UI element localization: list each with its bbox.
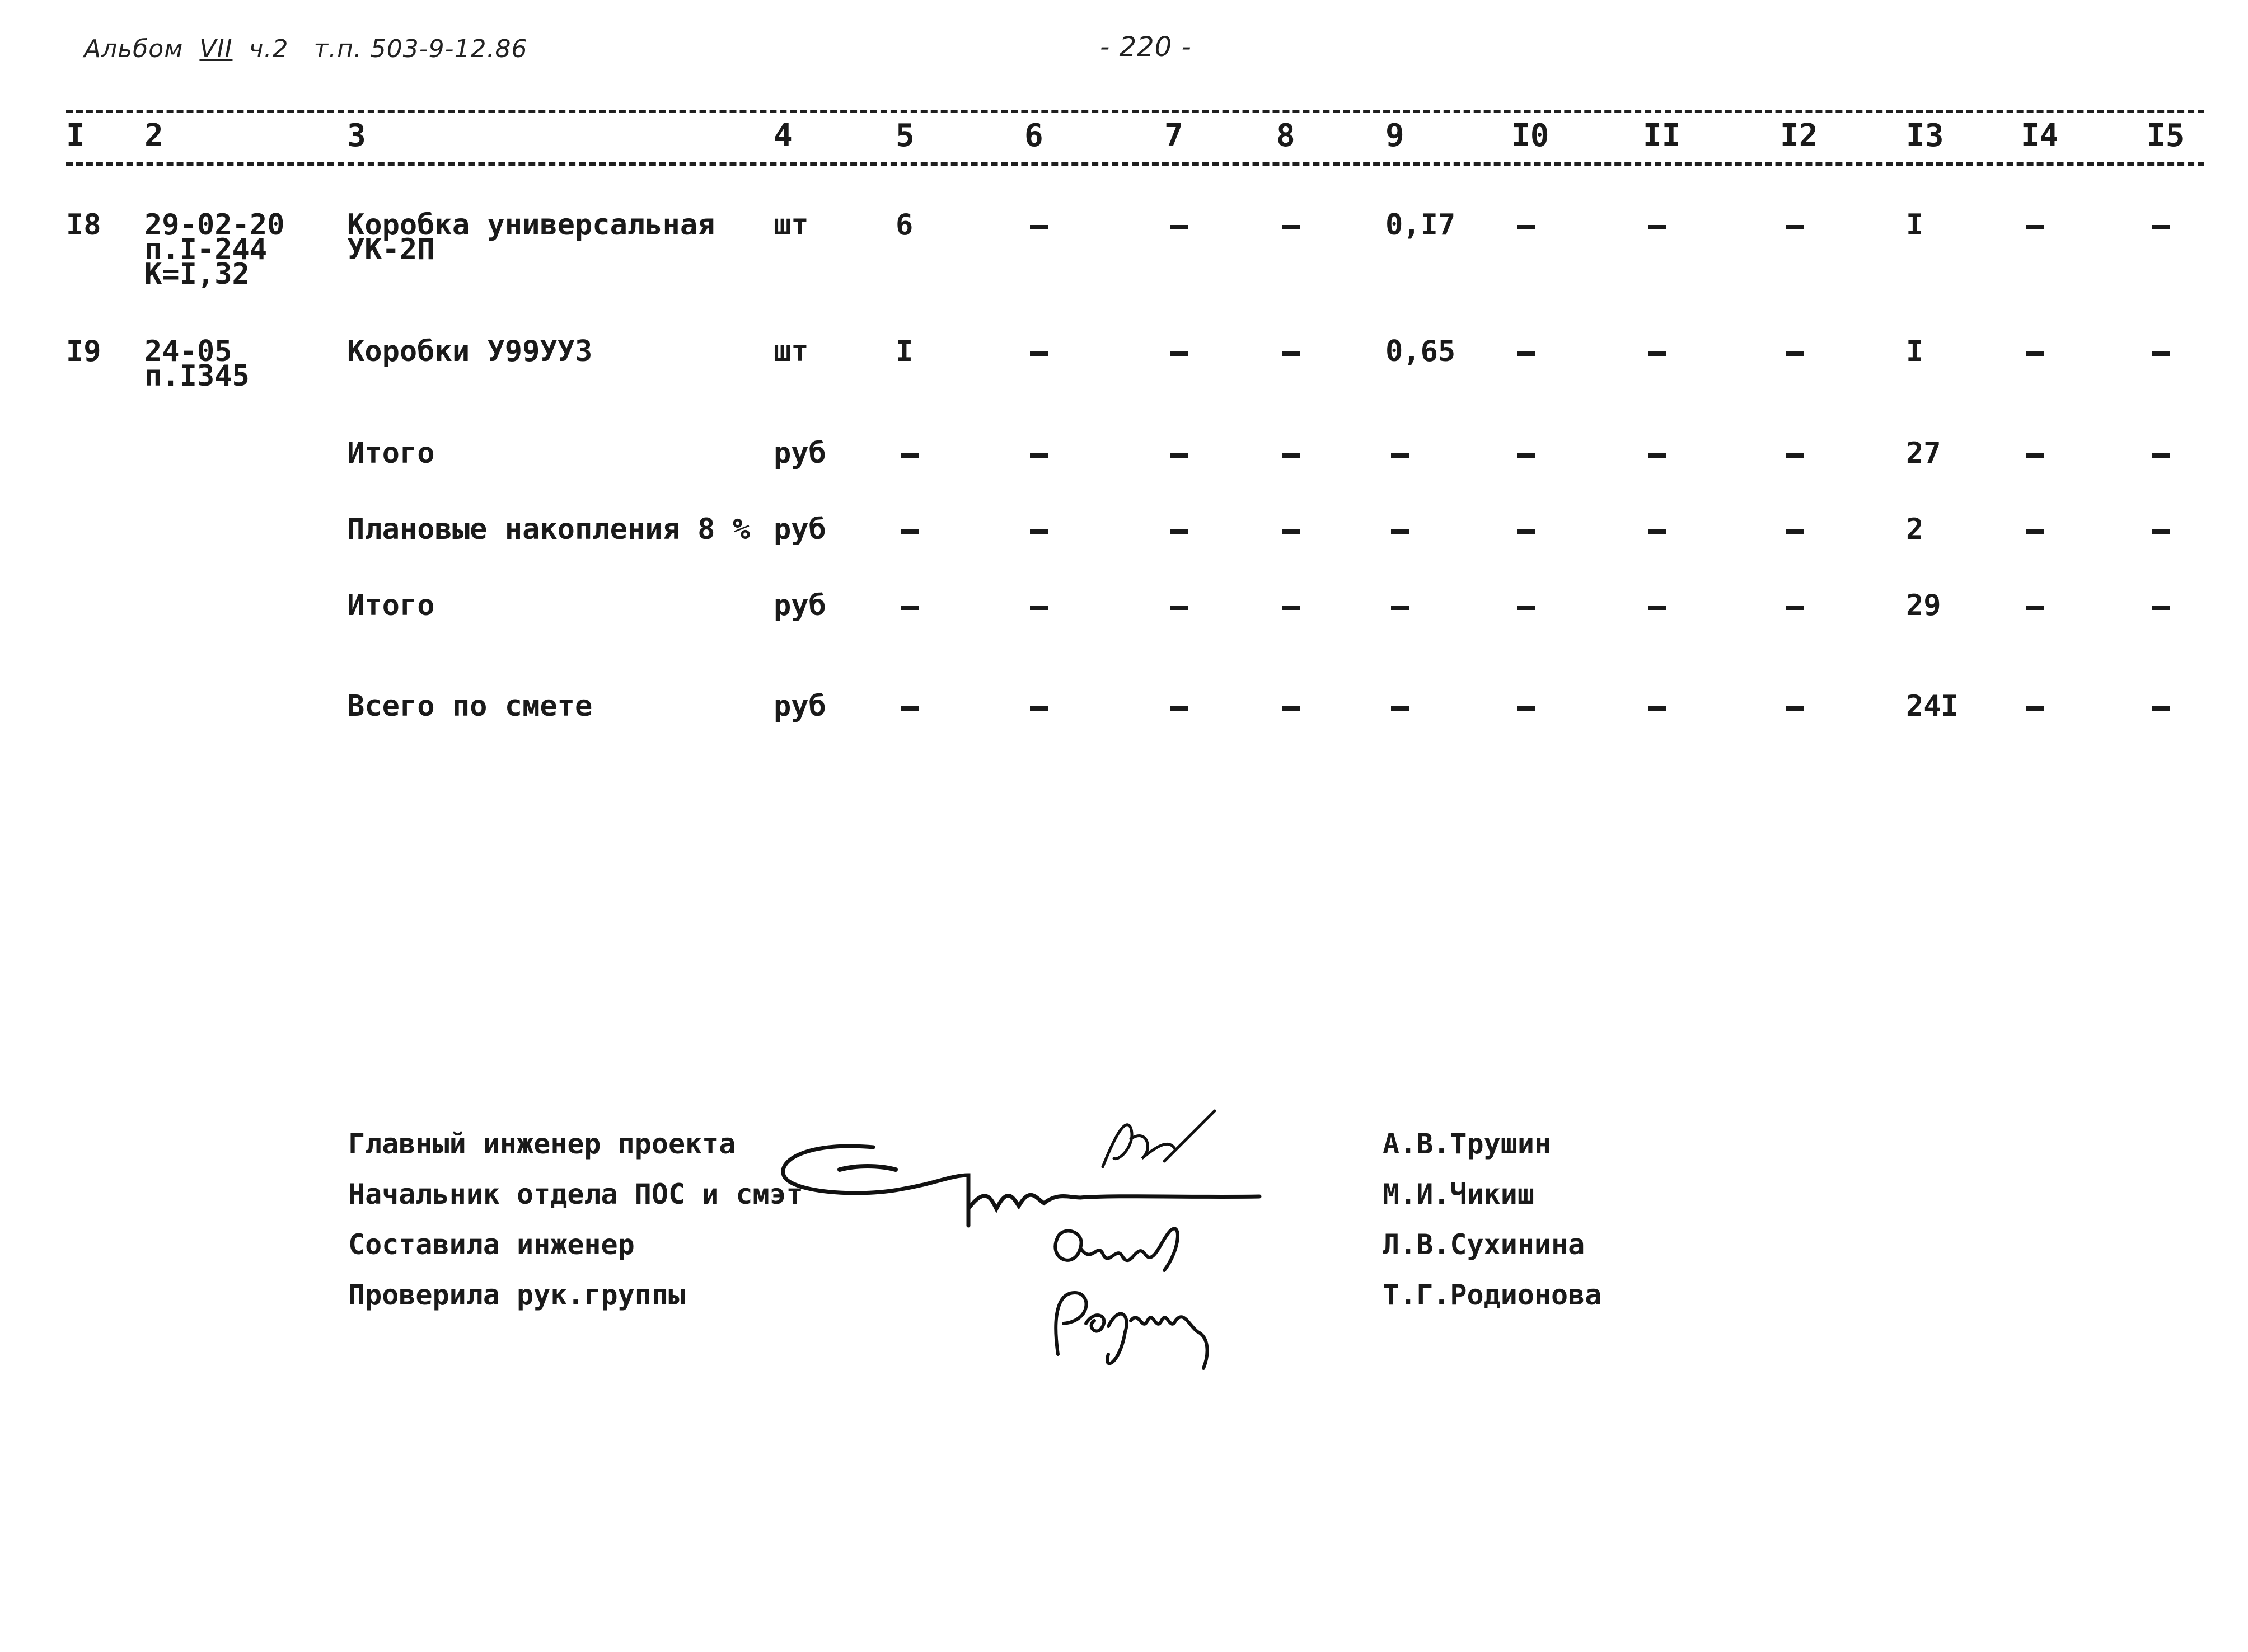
cell-col-1: I9 (66, 335, 101, 368)
dash-mark (1282, 706, 1300, 711)
cell-line: 24-05 (144, 335, 232, 368)
dash-mark (2026, 453, 2044, 458)
column-header-14: I4 (2021, 118, 2059, 154)
cell-line: Всего по смете (347, 689, 593, 723)
column-header-8: 8 (1276, 118, 1295, 154)
dash-mark (1170, 453, 1188, 458)
cell-line: Коробка универсальная (347, 208, 715, 242)
dash-mark (1648, 351, 1666, 356)
dash-mark (1391, 453, 1409, 458)
project-number: т.п. 503-9-12.86 (313, 35, 528, 63)
dash-mark (1391, 606, 1409, 610)
dash-mark (2026, 529, 2044, 534)
signature-name: М.И.Чикиш (1383, 1178, 1534, 1210)
signature-role: Составила инженер (348, 1228, 635, 1261)
column-header-12: I2 (1780, 118, 1818, 154)
signature-name: А.В.Трушин (1383, 1128, 1552, 1160)
dash-mark (2152, 225, 2170, 229)
dash-mark (1648, 529, 1666, 534)
dash-mark (1786, 529, 1804, 534)
column-header-9: 9 (1385, 118, 1404, 154)
table-row (0, 689, 2248, 778)
dash-mark (1648, 606, 1666, 610)
signature-role: Начальник отдела ПОС и смэт (348, 1178, 803, 1210)
dash-mark (1170, 706, 1188, 711)
dash-mark (901, 453, 919, 458)
album-volume: VII (199, 35, 233, 63)
dash-mark (1648, 225, 1666, 229)
dash-mark (1282, 529, 1300, 534)
cell-col-3 (347, 437, 435, 470)
dash-mark (2152, 351, 2170, 356)
cell-col-3 (347, 513, 751, 546)
dash-mark (1030, 606, 1048, 610)
cell-col-3 (347, 208, 715, 266)
column-header-15: I5 (2147, 118, 2185, 154)
dash-mark (2152, 529, 2170, 534)
dash-mark (2026, 606, 2044, 610)
cell-col-13: 29 (1906, 589, 1941, 622)
table-row (0, 335, 2248, 423)
column-header-1: I (66, 118, 85, 154)
dash-mark (2026, 706, 2044, 711)
cell-col-3 (347, 335, 593, 368)
dash-mark (1282, 225, 1300, 229)
dash-mark (1030, 453, 1048, 458)
cell-line: К=I,32 (144, 257, 250, 291)
cell-col-13: 27 (1906, 437, 1941, 470)
dash-mark (1030, 225, 1048, 229)
dash-mark (1517, 606, 1535, 610)
cell-col-4: руб (774, 589, 826, 622)
cell-line: п.I345 (144, 359, 250, 393)
column-header-7: 7 (1164, 118, 1183, 154)
cell-col-4: шт (774, 208, 809, 242)
dash-mark (1030, 529, 1048, 534)
dash-mark (1282, 351, 1300, 356)
cell-line: 29-02-20 (144, 208, 285, 242)
cell-col-2 (144, 335, 250, 393)
dash-mark (1786, 706, 1804, 711)
cell-col-5: 6 (896, 208, 914, 242)
dash-mark (1648, 706, 1666, 711)
signature-initials (1092, 1105, 1226, 1178)
dash-mark (1170, 606, 1188, 610)
dash-mark (1786, 453, 1804, 458)
cell-col-9: 0,65 (1385, 335, 1456, 368)
dash-mark (1517, 706, 1535, 711)
table-row (0, 589, 2248, 677)
signature-reviewer (1041, 1270, 1220, 1377)
dash-mark (1517, 453, 1535, 458)
signature-compiler (1041, 1214, 1209, 1276)
dash-mark (901, 606, 919, 610)
dash-mark (1786, 606, 1804, 610)
dash-mark (1030, 706, 1048, 711)
cell-line: Плановые накопления 8 % (347, 513, 751, 546)
dash-mark (1391, 529, 1409, 534)
cell-col-13: 24I (1906, 689, 1959, 723)
cell-col-3 (347, 689, 593, 723)
dash-mark (1786, 351, 1804, 356)
cell-col-13: I (1906, 208, 1924, 242)
column-header-13: I3 (1906, 118, 1944, 154)
dash-mark (1282, 453, 1300, 458)
dash-mark (2152, 453, 2170, 458)
dash-mark (2152, 706, 2170, 711)
signature-role: Проверила рук.группы (348, 1279, 686, 1311)
dash-mark (1030, 351, 1048, 356)
cell-line: Итого (347, 589, 435, 622)
cell-col-5: I (896, 335, 914, 368)
column-header-5: 5 (896, 118, 915, 154)
dash-mark (1282, 606, 1300, 610)
dash-mark (2026, 225, 2044, 229)
page-number: - 220 - (1100, 31, 1192, 63)
dash-mark (1517, 351, 1535, 356)
cell-col-3 (347, 589, 435, 622)
cell-line: УК-2П (347, 233, 435, 266)
dash-mark (1170, 529, 1188, 534)
album-word: Альбом (84, 35, 184, 63)
cell-col-9: 0,I7 (1385, 208, 1456, 242)
dash-mark (2152, 606, 2170, 610)
header-rule-bottom (66, 162, 2204, 166)
cell-col-4: руб (774, 437, 826, 470)
table-row (0, 208, 2248, 297)
cell-col-4: руб (774, 513, 826, 546)
cell-col-13: 2 (1906, 513, 1924, 546)
dash-mark (1391, 706, 1409, 711)
dash-mark (1786, 225, 1804, 229)
dash-mark (1648, 453, 1666, 458)
cell-line: Коробки У99УУ3 (347, 335, 593, 368)
cell-line: п.I-244 (144, 233, 268, 266)
column-header-4: 4 (774, 118, 793, 154)
cell-line: Итого (347, 437, 435, 470)
dash-mark (1517, 529, 1535, 534)
dash-mark (901, 706, 919, 711)
column-header-6: 6 (1024, 118, 1043, 154)
signature-role: Главный инженер проекта (348, 1128, 736, 1160)
dash-mark (1170, 225, 1188, 229)
signature-name: Т.Г.Родионова (1383, 1279, 1602, 1311)
album-part: ч.2 (249, 35, 289, 63)
cell-col-13: I (1906, 335, 1924, 368)
dash-mark (1170, 351, 1188, 356)
dash-mark (1517, 225, 1535, 229)
cell-col-4: шт (774, 335, 809, 368)
column-header-11: II (1643, 118, 1681, 154)
dash-mark (2026, 351, 2044, 356)
cell-col-4: руб (774, 689, 826, 723)
column-header-3: 3 (347, 118, 366, 154)
signature-name: Л.В.Сухинина (1383, 1228, 1585, 1261)
album-label (84, 35, 528, 63)
cell-col-2 (144, 208, 285, 291)
column-header-2: 2 (144, 118, 163, 154)
dash-mark (901, 529, 919, 534)
column-header-10: I0 (1511, 118, 1549, 154)
cell-col-1: I8 (66, 208, 101, 242)
header-rule-top (66, 110, 2204, 113)
